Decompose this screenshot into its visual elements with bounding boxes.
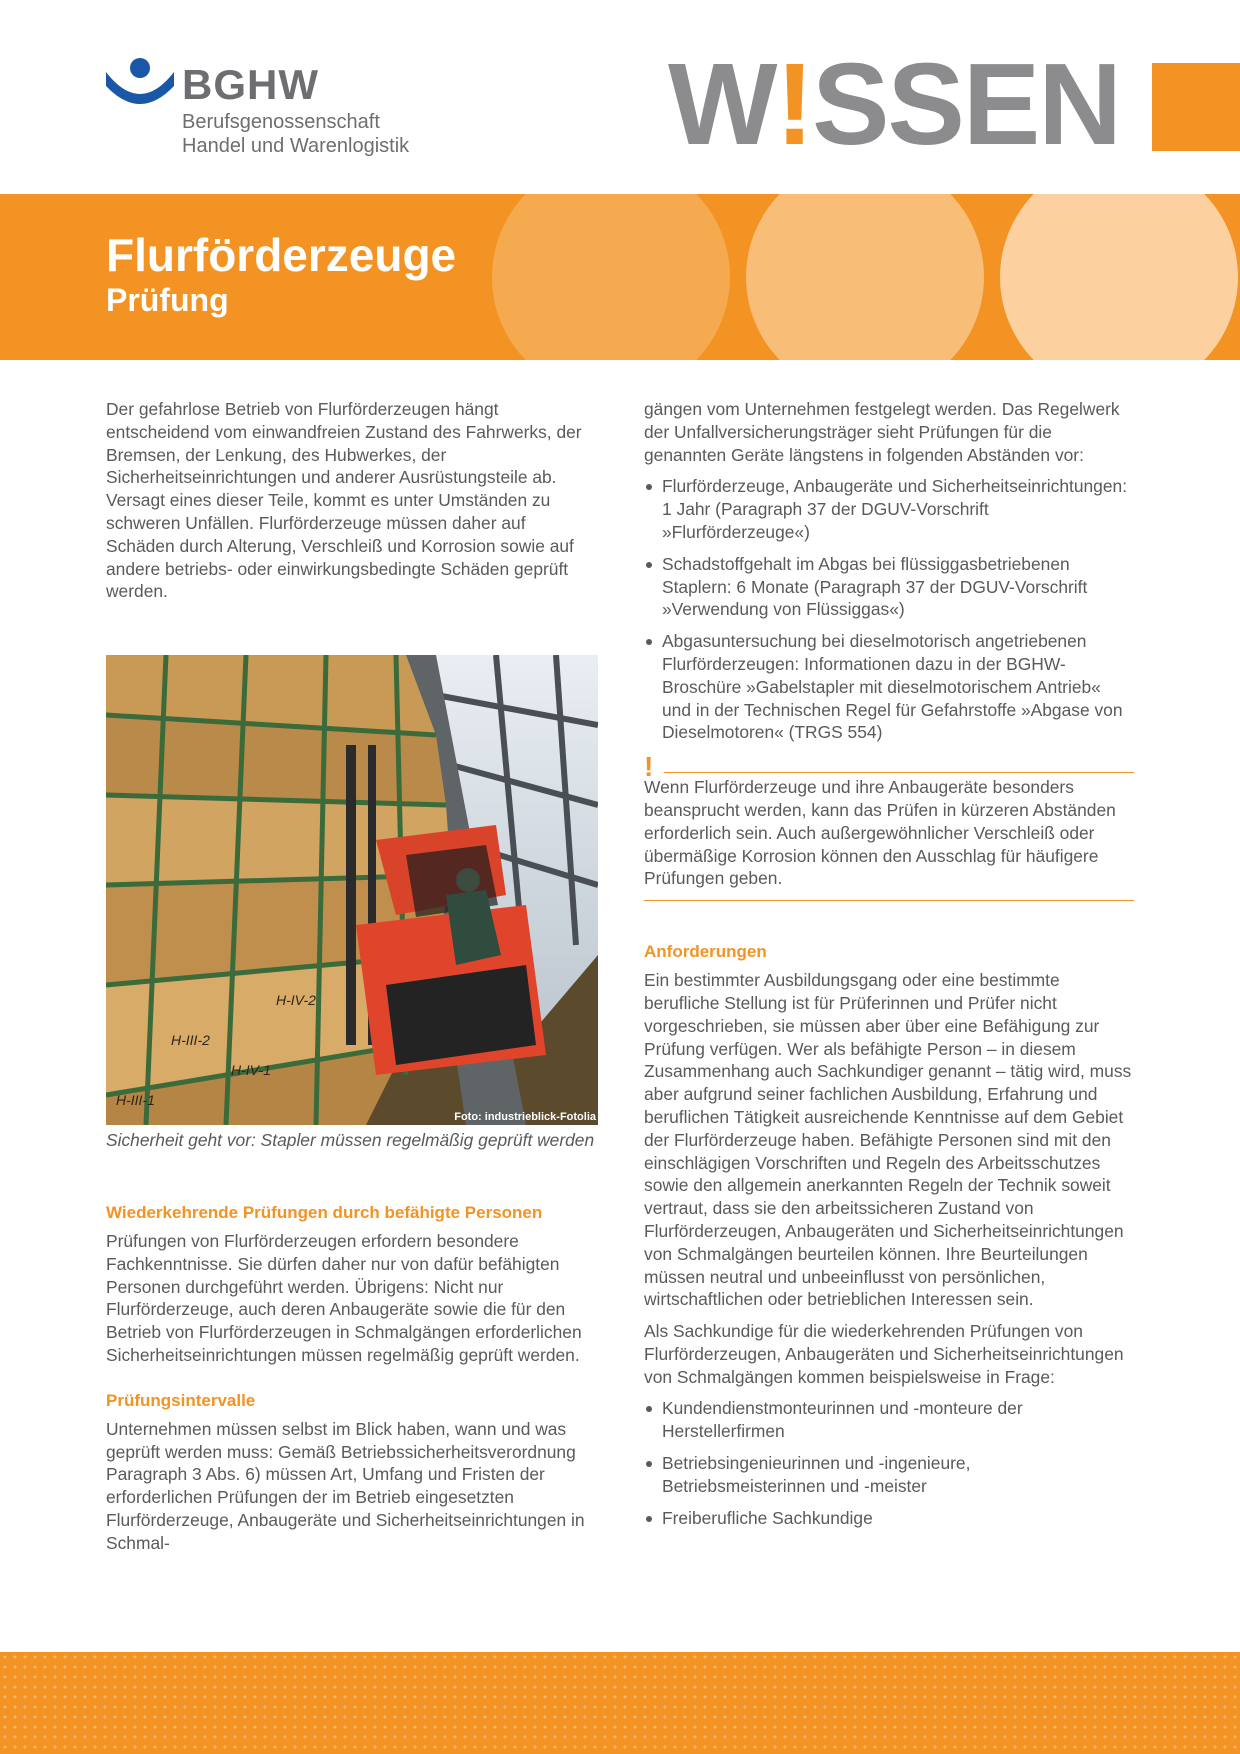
svg-text:H-III-2: H-III-2 [171,1032,210,1049]
wordmark-suffix: SSEN [812,39,1121,169]
title-banner [0,194,1240,360]
forklift-photo [106,655,598,1125]
exclamation-icon: ! [644,751,654,783]
banner-circle [746,194,984,360]
list-item: Kundendienstmonteurinnen und -monteure der Herstellerfirmen [644,1397,1134,1443]
bghw-person-icon [106,58,174,108]
svg-text:H-IV-1: H-IV-1 [231,1062,271,1079]
recurring-paragraph: Prüfungen von Flurförderzeugen erfordern besondere Fachkenntnisse. Sie dürfen daher nur von dafür befähigten Personen durchgeführt werden. Übrigens: Nicht nur Flurförderzeuge, auch deren Anbaugeräte sowie die für den Betrieb von Flurförderzeugen in Schmalgängen erforderlichen Sicherheitseinrichtungen müssen regelmäßig geprüft werden. [106,1230,582,1365]
photo-caption: Sicherheit geht vor: Stapler müssen regelmäßig geprüft werden [106,1130,595,1151]
experts-intro: Als Sachkundige für die wiederkehrenden Prüfungen von Flurförderzeugen, Anbaugeräten und Sicherheitseinrichtungen von Schmalgängen kommen beispielsweise in Frage: [644,1321,1124,1387]
banner-circle [492,194,730,360]
section-heading-recurring: Wiederkehrende Prüfungen durch befähigte Personen [106,1202,543,1222]
list-item: Flurförderzeuge, Anbaugeräte und Sicherheitseinrichtungen: 1 Jahr (Paragraph 37 der DGUV-Vorschrift »Flurförderzeuge«) [644,475,1134,543]
right-column [644,398,1134,1538]
experts-list [644,1397,1134,1529]
list-item: Freiberufliche Sachkundige [644,1507,1134,1530]
list-item: Betriebsingenieurinnen und -ingenieure, Betriebsmeisterinnen und -meister [644,1452,1134,1498]
notice-box [644,751,1134,901]
notice-text: Wenn Flurförderzeuge und ihre Anbaugeräte besonders beansprucht werden, kann das Prüfen in kürzeren Abständen erforderlich sein. Auch außergewöhnlicher Verschleiß oder übermäßige Korrosion können den Ausschlag für häufigere Prüfungen geben. [644,777,1116,889]
svg-text:H-III-1: H-III-1 [116,1092,155,1109]
photo-credit: Foto: industrieblick-Fotolia [454,1111,596,1124]
logo-brand: BGHW [182,61,319,108]
warehouse-image [106,655,598,1125]
page-subtitle: Prüfung [106,282,229,318]
intervals-paragraph-continued: gängen vom Unternehmen festgelegt werden. Das Regelwerk der Unfallversicherungsträger sieht Prüfungen für die genannten Geräte längstens in folgenden Abständen vor: [644,399,1120,465]
notice-rule [664,772,1134,773]
page-title: Flurförderzeuge [106,229,457,281]
left-column [106,398,598,1555]
intro-paragraph: Der gefahrlose Betrieb von Flurförderzeugen hängt entscheidend vom einwandfreien Zustand des Fahrwerks, der Bremsen, der Lenkung, des Hubwerkes, der Sicherheitseinrichtungen und anderer Ausrüstungsteile ab. Versagt eines dieser Teile, kommt es unter Umständen zu schweren Unfällen. Flurförderzeuge müssen daher auf Schäden durch Alterung, Verschleiß und Korrosion sowie auf andere betriebs- oder einwirkungsbedingte Schäden geprüft werden. [106,399,582,602]
wordmark-bang: ! [775,39,813,169]
section-heading-requirements: Anforderungen [644,942,767,962]
footer-band [0,1652,1240,1754]
requirements-paragraph: Ein bestimmter Ausbildungsgang oder eine bestimmte berufliche Stellung ist für Prüferinnen und Prüfer nicht vorgeschrieben, sie müssen aber über eine Befähigung zur Prüfung verfügen. Wer als befähigte Person – in diesem Zusammenhang auch Sachkundiger genannt – tätig wird, muss aber aufgrund seiner fachlichen Ausbildung, Erfahrung und beruflichen Tätigkeit ausreichende Kenntnisse auf dem Gebiet der Flurförderzeuge haben. Befähigte Personen sind mit den einschlägigen Vorschriften und Regeln des Arbeitsschutzes sowie den allgemein anerkannten Regeln der Technik soweit vertraut, dass sie den arbeitssicheren Zustand von Flurförderzeugen, Anbaugeräten und Sicherheitseinrichtungen von Schmalgängen beurteilen können. Ihre Beurteilungen müssen neutral und unbeeinflusst von persönlichen, wirtschaftlichen oder betrieblichen Interessen sein. [644,970,1132,1310]
wordmark-prefix: W [668,39,776,169]
list-item: Abgasuntersuchung bei dieselmotorisch angetriebenen Flurförderzeugen: Informationen dazu in der BGHW-Broschüre »Gabelstapler mit dieselmotorischem Antrieb« und in der Technischen Regel für Gefahrstoffe »Abgase von Dieselmotoren« (TRGS 554) [644,630,1134,744]
interval-list [644,475,1134,744]
bghw-logo [106,58,426,158]
logo-line-2: Handel und Warenlogistik [182,135,410,157]
accent-square [1152,63,1240,151]
section-heading-intervals: Prüfungsintervalle [106,1390,256,1410]
intervals-paragraph: Unternehmen müssen selbst im Blick haben, wann und was geprüft werden muss: Gemäß Betriebssicherheitsverordnung Paragraph 3 Abs. 6) müssen Art, Umfang und Fristen der erforderlichen Prüfungen der im Betrieb eingesetzten Flurförderzeuge, Anbaugeräte und Sicherheitseinrichtungen in Schmal- [106,1418,585,1553]
svg-text:H-IV-2: H-IV-2 [276,992,316,1009]
list-item: Schadstoffgehalt im Abgas bei flüssiggasbetriebenen Staplern: 6 Monate (Paragraph 37 der DGUV-Vorschrift »Verwendung von Flüssiggas«) [644,553,1134,621]
banner-circle [1000,194,1238,360]
logo-line-1: Berufsgenossenschaft [182,111,380,133]
